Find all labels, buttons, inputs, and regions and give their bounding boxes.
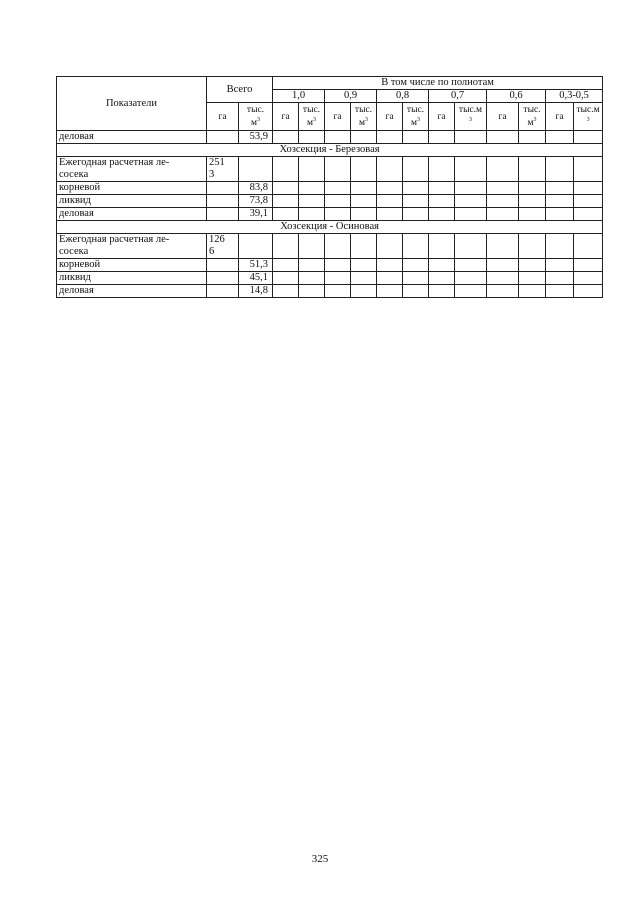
density-header: 0,7: [429, 90, 487, 103]
empty-cell: [519, 195, 546, 208]
total-volume-cell: 39,1: [239, 208, 273, 221]
empty-cell: [574, 285, 603, 298]
empty-cell: [299, 234, 325, 259]
unit-m: м: [527, 118, 534, 129]
empty-cell: [351, 182, 377, 195]
unit-ths: тыс.: [302, 104, 321, 115]
unit-m: м: [410, 118, 417, 129]
total-volume-cell: 83,8: [239, 182, 273, 195]
total-ha-cell: [207, 259, 239, 272]
empty-cell: [429, 259, 455, 272]
empty-cell: [273, 195, 299, 208]
empty-cell: [429, 272, 455, 285]
empty-cell: [403, 182, 429, 195]
unit-volume: [351, 103, 377, 131]
empty-cell: [403, 157, 429, 182]
empty-cell: [403, 259, 429, 272]
unit-cube: 3: [469, 116, 472, 123]
empty-cell: [546, 182, 574, 195]
empty-cell: [403, 208, 429, 221]
density-header: 0,9: [325, 90, 377, 103]
empty-cell: [519, 131, 546, 144]
empty-cell: [377, 234, 403, 259]
unit-m: м: [250, 118, 257, 129]
total-volume-cell: 14,8: [239, 285, 273, 298]
unit-volume: [455, 103, 487, 131]
unit-ths: тыс.: [406, 104, 425, 115]
empty-cell: [429, 195, 455, 208]
empty-cell: [351, 272, 377, 285]
unit-volume: [574, 103, 603, 131]
empty-cell: [273, 131, 299, 144]
empty-cell: [377, 259, 403, 272]
empty-cell: [429, 182, 455, 195]
empty-cell: [546, 285, 574, 298]
section-row: [57, 144, 603, 157]
unit-ha: га: [429, 103, 455, 131]
empty-cell: [455, 272, 487, 285]
row-label: деловая: [57, 131, 207, 144]
empty-cell: [377, 182, 403, 195]
empty-cell: [325, 195, 351, 208]
total-ha-cell: [207, 285, 239, 298]
empty-cell: [299, 208, 325, 221]
empty-cell: [487, 131, 519, 144]
empty-cell: [546, 272, 574, 285]
empty-cell: [403, 131, 429, 144]
empty-cell: [273, 259, 299, 272]
empty-cell: [429, 131, 455, 144]
unit-ths: тыс.: [523, 104, 541, 115]
unit-ths: тыс.: [246, 104, 265, 115]
empty-cell: [546, 131, 574, 144]
total-volume-cell: 73,8: [239, 195, 273, 208]
forest-indicators-table: [56, 76, 603, 298]
empty-cell: [325, 272, 351, 285]
empty-cell: [325, 259, 351, 272]
empty-cell: [519, 182, 546, 195]
unit-cube: 3: [313, 116, 316, 123]
total-ha-cell: [207, 208, 239, 221]
table-row: [57, 157, 603, 182]
empty-cell: [325, 234, 351, 259]
empty-cell: [377, 208, 403, 221]
section-title: Хозсекция - Осиновая: [57, 221, 603, 234]
density-header: 0,6: [487, 90, 546, 103]
total-ha-cell: [207, 195, 239, 208]
empty-cell: [487, 234, 519, 259]
empty-cell: [487, 195, 519, 208]
empty-cell: [487, 157, 519, 182]
total-volume-cell: 45,1: [239, 272, 273, 285]
unit-ths-m: тыс.м: [576, 104, 600, 115]
table-row: [57, 234, 603, 259]
table-row: [57, 195, 603, 208]
empty-cell: [377, 157, 403, 182]
unit-ths-m: тыс.м: [458, 104, 483, 115]
empty-cell: [546, 195, 574, 208]
empty-cell: [546, 234, 574, 259]
total-volume-cell: [239, 234, 273, 259]
total-ha-cell: 126 6: [207, 234, 239, 259]
unit-cube: 3: [586, 116, 590, 123]
empty-cell: [455, 259, 487, 272]
empty-cell: [455, 208, 487, 221]
total-ha-cell: [207, 131, 239, 144]
unit-ha: га: [487, 103, 519, 131]
empty-cell: [325, 208, 351, 221]
unit-cube: 3: [365, 116, 368, 123]
table-row: [57, 208, 603, 221]
empty-cell: [351, 195, 377, 208]
unit-ha: га: [377, 103, 403, 131]
density-header: 0,3-0,5: [546, 90, 603, 103]
unit-m: м: [358, 118, 365, 129]
table-row: [57, 272, 603, 285]
empty-cell: [519, 208, 546, 221]
section-title: Хозсекция - Березовая: [57, 144, 603, 157]
empty-cell: [455, 234, 487, 259]
empty-cell: [574, 157, 603, 182]
unit-m: м: [306, 118, 313, 129]
row-label: корневой: [57, 182, 207, 195]
empty-cell: [299, 195, 325, 208]
table-row: [57, 259, 603, 272]
empty-cell: [299, 157, 325, 182]
empty-cell: [273, 272, 299, 285]
empty-cell: [299, 259, 325, 272]
empty-cell: [519, 259, 546, 272]
empty-cell: [546, 208, 574, 221]
empty-cell: [403, 272, 429, 285]
empty-cell: [273, 157, 299, 182]
unit-volume: [299, 103, 325, 131]
empty-cell: [351, 157, 377, 182]
table-row: [57, 182, 603, 195]
empty-cell: [455, 131, 487, 144]
empty-cell: [574, 208, 603, 221]
empty-cell: [546, 259, 574, 272]
total-ha-cell: 251 3: [207, 157, 239, 182]
empty-cell: [273, 208, 299, 221]
row-label: Ежегодная расчетная ле- сосека: [57, 157, 207, 182]
indicators-header: Показатели: [57, 77, 207, 131]
total-header: Всего: [207, 77, 273, 103]
empty-cell: [325, 182, 351, 195]
empty-cell: [487, 259, 519, 272]
empty-cell: [519, 157, 546, 182]
empty-cell: [351, 234, 377, 259]
empty-cell: [429, 157, 455, 182]
empty-cell: [455, 195, 487, 208]
empty-cell: [351, 259, 377, 272]
empty-cell: [574, 259, 603, 272]
empty-cell: [546, 157, 574, 182]
empty-cell: [273, 182, 299, 195]
empty-cell: [455, 182, 487, 195]
total-ha-cell: [207, 272, 239, 285]
density-header: 0,8: [377, 90, 429, 103]
empty-cell: [487, 182, 519, 195]
empty-cell: [351, 285, 377, 298]
row-label: Ежегодная расчетная ле- сосека: [57, 234, 207, 259]
empty-cell: [273, 234, 299, 259]
empty-cell: [351, 208, 377, 221]
empty-cell: [403, 285, 429, 298]
table-row: [57, 285, 603, 298]
empty-cell: [429, 208, 455, 221]
empty-cell: [351, 131, 377, 144]
empty-cell: [487, 272, 519, 285]
empty-cell: [299, 285, 325, 298]
unit-ha: га: [207, 103, 239, 131]
empty-cell: [377, 272, 403, 285]
total-volume-cell: 51,3: [239, 259, 273, 272]
unit-ha: га: [546, 103, 574, 131]
unit-cube: 3: [417, 116, 420, 123]
empty-cell: [455, 157, 487, 182]
empty-cell: [403, 234, 429, 259]
empty-cell: [429, 234, 455, 259]
empty-cell: [403, 195, 429, 208]
row-label: корневой: [57, 259, 207, 272]
empty-cell: [377, 131, 403, 144]
section-row: [57, 221, 603, 234]
empty-cell: [574, 182, 603, 195]
total-ha-cell: [207, 182, 239, 195]
density-group-header: В том числе по полнотам: [273, 77, 603, 90]
page-number: 325: [311, 853, 329, 865]
unit-volume: [519, 103, 546, 131]
empty-cell: [299, 182, 325, 195]
empty-cell: [519, 285, 546, 298]
empty-cell: [377, 195, 403, 208]
row-label: ликвид: [57, 272, 207, 285]
row-label: деловая: [57, 208, 207, 221]
empty-cell: [377, 285, 403, 298]
empty-cell: [455, 285, 487, 298]
empty-cell: [519, 272, 546, 285]
empty-cell: [487, 285, 519, 298]
empty-cell: [519, 234, 546, 259]
empty-cell: [325, 131, 351, 144]
density-header: 1,0: [273, 90, 325, 103]
unit-volume: [403, 103, 429, 131]
empty-cell: [325, 157, 351, 182]
unit-volume: [239, 103, 273, 131]
row-label: ликвид: [57, 195, 207, 208]
empty-cell: [299, 131, 325, 144]
empty-cell: [574, 195, 603, 208]
empty-cell: [574, 131, 603, 144]
unit-ha: га: [325, 103, 351, 131]
empty-cell: [273, 285, 299, 298]
empty-cell: [299, 272, 325, 285]
unit-cube: 3: [533, 116, 537, 123]
unit-ths: тыс.: [354, 104, 373, 115]
empty-cell: [574, 272, 603, 285]
header-row-1: [57, 77, 603, 90]
empty-cell: [429, 285, 455, 298]
empty-cell: [325, 285, 351, 298]
row-label: деловая: [57, 285, 207, 298]
empty-cell: [487, 208, 519, 221]
unit-cube: 3: [257, 116, 260, 123]
empty-cell: [574, 234, 603, 259]
total-volume-cell: [239, 157, 273, 182]
total-volume-cell: 53,9: [239, 131, 273, 144]
table-row: [57, 131, 603, 144]
unit-ha: га: [273, 103, 299, 131]
